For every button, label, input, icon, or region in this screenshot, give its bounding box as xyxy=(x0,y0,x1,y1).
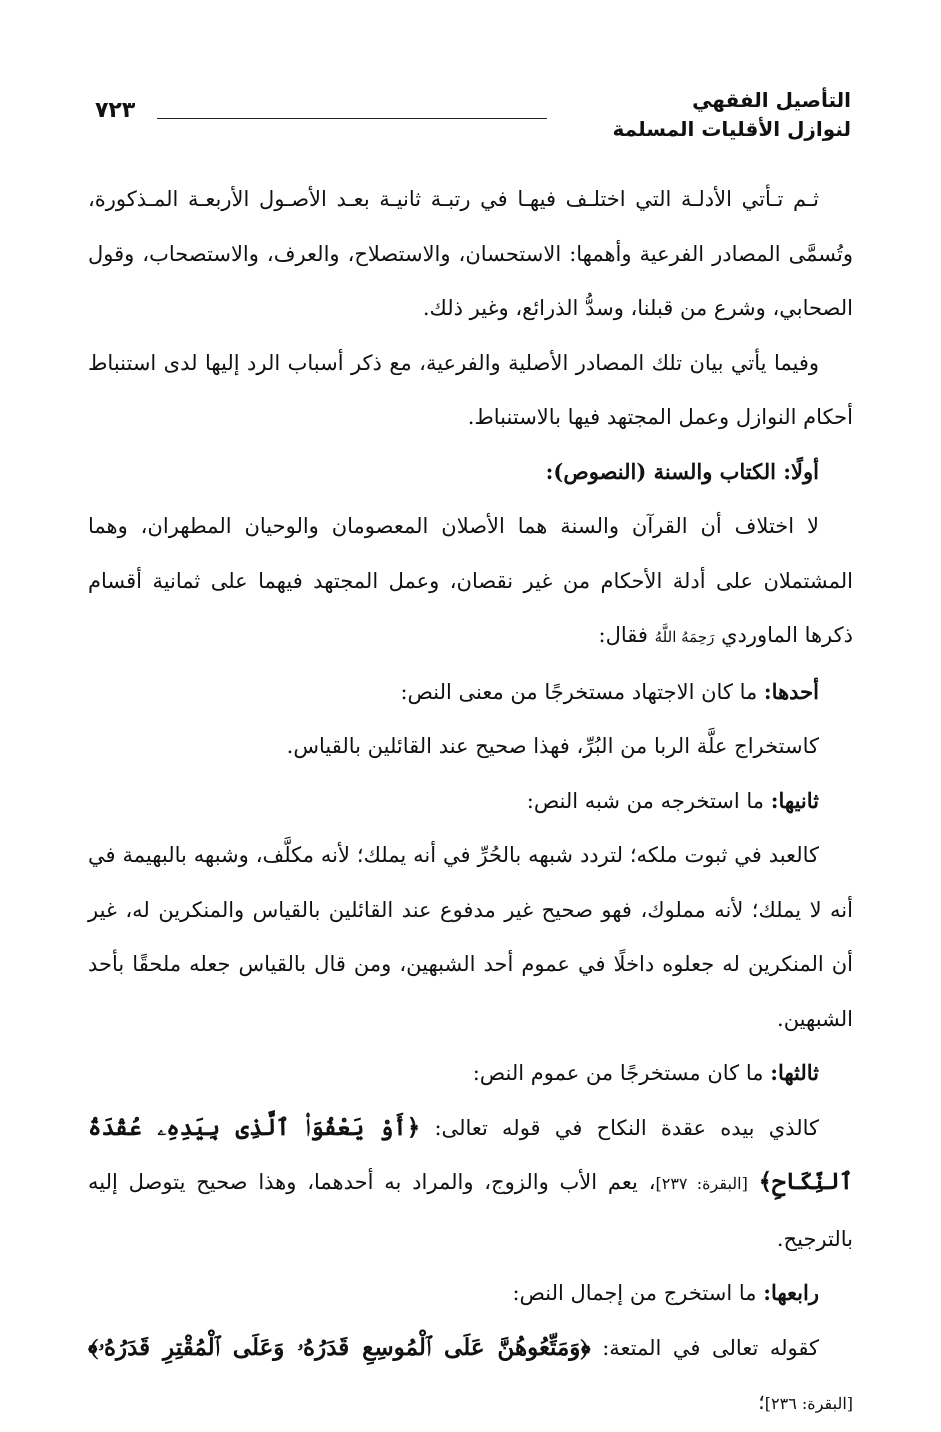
verse-reference-237: [البقرة: ٢٣٧] xyxy=(655,1174,748,1193)
page-number: ٧٢٣ xyxy=(95,98,136,123)
book-title-line-2: لنوازل الأقليات المسلمة xyxy=(612,117,851,141)
category-four-end: ؛ xyxy=(758,1390,765,1414)
paragraph-texts-body: لا اختلاف أن القرآن والسنة هما الأصلان المعصومان والوحيان المطهران، وهما المشتملان على أدلة الأحكام من غير نقصان، وعمل المجتهد فيهما على ثمانية أقسام ذكرها الماوردي xyxy=(88,514,853,647)
quran-verse-237: ﴿أَوْ يَعْفُوَا۟ ٱلَّذِى بِيَدِهِۦ عُقْدَةُ ٱلنِّكَاحِ﴾ xyxy=(88,1113,853,1195)
paragraph-intro: وفيما يأتي بيان تلك المصادر الأصلية والفرعية، مع ذكر أسباب الرد إليها لدى استنباط أحكام النوازل وعمل المجتهد فيها بالاستنباط. xyxy=(88,350,853,429)
header-rule xyxy=(157,118,547,119)
page-header xyxy=(95,86,851,148)
quran-verse-236: ﴿وَمَتِّعُوهُنَّ عَلَى ٱلْمُوسِعِ قَدَرُهُۥ وَعَلَى ٱلْمُقْتِرِ قَدَرُهُۥ﴾ xyxy=(88,1333,591,1361)
category-one xyxy=(88,665,853,720)
paragraph-texts xyxy=(88,499,853,665)
category-one-text: ما كان الاجتهاد مستخرجًا من معنى النص: xyxy=(400,679,758,704)
category-four-example xyxy=(88,1321,853,1432)
verse-reference-236: [البقرة: ٢٣٦] xyxy=(764,1394,853,1413)
honorific-phrase: رَحِمَهُ اللَّهُ xyxy=(654,628,715,646)
category-three-text: ما كان مستخرجًا من عموم النص: xyxy=(472,1061,764,1085)
book-title-line-1: التأصيل الفقهي xyxy=(692,88,851,112)
category-one-label: أحدها: xyxy=(763,678,819,704)
category-four xyxy=(88,1266,853,1321)
category-two-label: ثانيها: xyxy=(770,787,819,813)
category-two-example: كالعبد في ثبوت ملكه؛ لتردد شبهه بالحُرِّ في أنه يملك؛ لأنه مكلَّف، وشبهه بالبهيمة في أنه لا يملك؛ لأنه مملوك، فهو صحيح غير مدفوع عند القائلين بالقياس والمنكرين له، غير أن المنكرين له جعلوه داخلًا في عموم أحد الشبهين، ومن قال بالقياس جعله ملحقًا بأحد الشبهين. xyxy=(88,843,853,1031)
book-title xyxy=(613,86,851,144)
category-two-text: ما استخرجه من شبه النص: xyxy=(526,788,765,813)
paragraph-secondary-sources: ثـم تـأتي الأدلـة التي اختلـف فيهـا في رتبـة ثانيـة بعـد الأصـول الأربعـة المـذكورة، وتُسمَّى المصادر الفرعية وأهمها: الاستحسان، والاستصلاح، والعرف، والاستصحاب، وقول الصحابي، وشرع من قبلنا، وسدُّ الذرائع، وغير ذلك. xyxy=(88,187,853,320)
category-four-text: ما استخرج من إجمال النص: xyxy=(512,1281,757,1305)
category-four-example-start: كقوله تعالى في المتعة: xyxy=(602,1335,819,1360)
category-four-label: رابعها: xyxy=(763,1280,819,1305)
paragraph-texts-end: فقال: xyxy=(598,623,648,647)
section-heading: أولًا: الكتاب والسنة (النصوص): xyxy=(545,458,819,484)
category-one-example: كاستخراج علَّة الربا من البُرِّ، فهذا صحيح عند القائلين بالقياس. xyxy=(286,734,819,758)
category-three xyxy=(88,1046,853,1101)
page-body xyxy=(88,172,853,1432)
category-three-label: ثالثها: xyxy=(770,1060,819,1085)
category-two xyxy=(88,774,853,829)
category-three-example-end: ، يعم الأب والزوج، والمراد به أحدهما، وهذا صحيح يتوصل إليه بالترجيح. xyxy=(88,1170,853,1251)
category-three-example xyxy=(88,1101,853,1267)
category-three-example-start: كالذي بيده عقدة النكاح في قوله تعالى: xyxy=(434,1115,819,1140)
